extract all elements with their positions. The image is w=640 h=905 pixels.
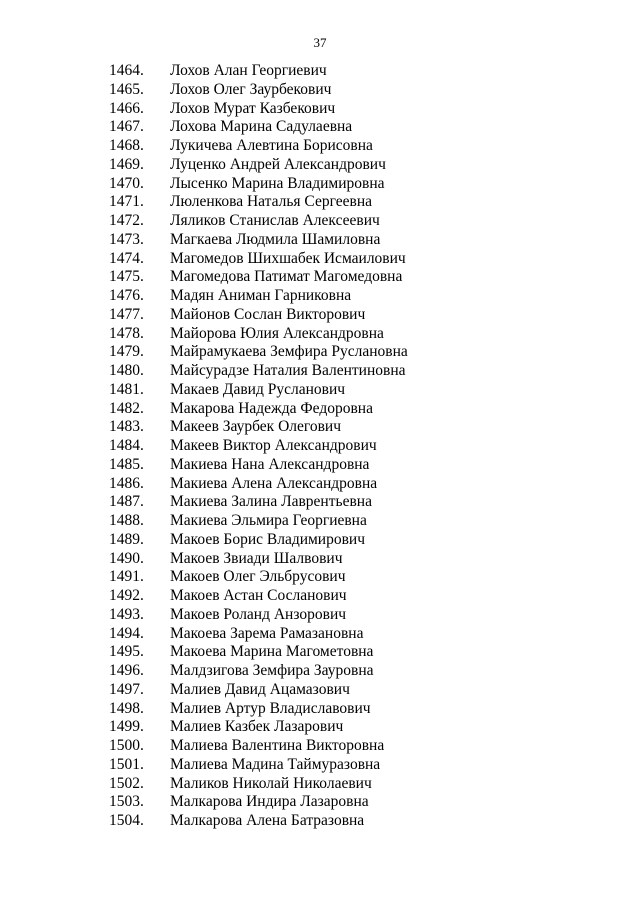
- entry-number: 1491.: [109, 568, 144, 586]
- entry-number: 1486.: [109, 474, 144, 492]
- entry-number: 1480.: [109, 362, 144, 379]
- entry-number: 1468.: [109, 137, 144, 154]
- list-item: [109, 212, 609, 231]
- list-item: [109, 662, 609, 681]
- entry-name: Лысенко Марина Владимировна: [170, 174, 385, 192]
- entry-name: Майорова Юлия Александровна: [170, 324, 384, 342]
- entry-name: Магомедова Патимат Магомедовна: [170, 268, 403, 286]
- entry-name: Макоев Олег Эльбрусович: [170, 568, 346, 586]
- list-item: [109, 793, 609, 812]
- list-item: [109, 700, 609, 719]
- entry-number: 1481.: [109, 380, 144, 398]
- list-item: [109, 606, 609, 625]
- entry-number: 1502.: [109, 774, 144, 792]
- entry-number: 1472.: [109, 212, 144, 229]
- entry-name: Маликов Николай Николаевич: [170, 774, 372, 792]
- entry-number: 1496.: [109, 662, 144, 679]
- list-item: [109, 568, 609, 587]
- entry-number: 1487.: [109, 493, 144, 511]
- entry-number: 1494.: [109, 624, 144, 642]
- entry-name: Макиева Нана Александровна: [170, 455, 370, 473]
- list-item: [109, 137, 609, 156]
- entry-number: 1501.: [109, 755, 144, 773]
- list-item: [109, 587, 609, 606]
- entry-number: 1490.: [109, 549, 144, 567]
- list-item: [109, 268, 609, 287]
- entry-name: Лохов Мурат Казбекович: [170, 99, 336, 117]
- list-item: [109, 625, 609, 644]
- entry-name: Макеев Виктор Александрович: [170, 437, 377, 454]
- entry-name: Малдзигова Земфира Зауровна: [170, 662, 374, 679]
- entry-name: Лохов Олег Заурбекович: [170, 80, 332, 98]
- entry-number: 1500.: [109, 737, 144, 754]
- entry-name: Магкаева Людмила Шамиловна: [170, 230, 381, 248]
- entry-name: Майрамукаева Земфира Руслановна: [170, 343, 408, 361]
- entry-name: Малкарова Алена Батразовна: [170, 812, 365, 829]
- entry-number: 1466.: [109, 99, 144, 117]
- entry-number: 1503.: [109, 793, 144, 811]
- entry-number: 1464.: [109, 62, 144, 79]
- list-item: [109, 118, 609, 137]
- list-item: [109, 475, 609, 494]
- entry-name: Майонов Сослан Викторович: [170, 305, 366, 323]
- list-item: [109, 681, 609, 700]
- entry-number: 1484.: [109, 437, 144, 454]
- entry-name: Макеев Заурбек Олегович: [170, 418, 342, 436]
- entry-name: Малиева Валентина Викторовна: [170, 737, 385, 754]
- entry-name: Макоев Звиади Шалвович: [170, 549, 343, 567]
- list-item: [109, 100, 609, 119]
- list-item: [109, 250, 609, 269]
- entry-number: 1492.: [109, 587, 144, 604]
- list-item: [109, 81, 609, 100]
- entry-name: Макоев Астан Сосланович: [170, 587, 347, 604]
- list-item: [109, 493, 609, 512]
- entry-number: 1465.: [109, 80, 144, 98]
- page-number: 37: [313, 35, 327, 50]
- list-item: [109, 306, 609, 325]
- list-item: [109, 550, 609, 569]
- list-item: [109, 643, 609, 662]
- list-item: [109, 437, 609, 456]
- entry-name: Лохов Алан Георгиевич: [170, 62, 327, 79]
- entry-name: Макоева Марина Магометовна: [170, 643, 374, 661]
- list-item: [109, 718, 609, 737]
- entry-number: 1493.: [109, 605, 144, 623]
- entry-number: 1479.: [109, 343, 144, 361]
- list-item: [109, 62, 609, 81]
- entry-name: Макарова Надежда Федоровна: [170, 399, 373, 417]
- entry-number: 1504.: [109, 812, 144, 829]
- entry-name: Макоев Борис Владимирович: [170, 530, 366, 548]
- entry-name: Магомедов Шихшабек Исмаилович: [170, 249, 406, 267]
- list-item: [109, 531, 609, 550]
- entry-name: Лохова Марина Садулаевна: [170, 118, 353, 136]
- entry-number: 1482.: [109, 399, 144, 417]
- entry-number: 1489.: [109, 530, 144, 548]
- list-item: [109, 400, 609, 419]
- entry-name: Луценко Андрей Александрович: [170, 155, 386, 173]
- entry-name: Мадян Аниман Гарниковна: [170, 287, 352, 304]
- list-item: [109, 343, 609, 362]
- name-list: [109, 62, 609, 831]
- entry-name: Лукичева Алевтина Борисовна: [170, 137, 373, 154]
- entry-number: 1474.: [109, 249, 144, 267]
- entry-name: Люленкова Наталья Сергеевна: [170, 193, 372, 211]
- entry-number: 1469.: [109, 155, 144, 173]
- entry-number: 1471.: [109, 193, 144, 211]
- entry-number: 1477.: [109, 305, 144, 323]
- list-item: [109, 175, 609, 194]
- entry-number: 1499.: [109, 718, 144, 736]
- list-item: [109, 812, 609, 831]
- list-item: [109, 362, 609, 381]
- entry-number: 1485.: [109, 455, 144, 473]
- entry-name: Макиева Эльмира Георгиевна: [170, 512, 367, 529]
- list-item: [109, 156, 609, 175]
- entry-number: 1467.: [109, 118, 144, 136]
- entry-number: 1495.: [109, 643, 144, 661]
- list-item: [109, 418, 609, 437]
- list-item: [109, 775, 609, 794]
- entry-name: Макоев Роланд Анзорович: [170, 605, 347, 623]
- entry-name: Макаев Давид Русланович: [170, 380, 346, 398]
- list-item: [109, 381, 609, 400]
- entry-name: Малиев Давид Ацамазович: [170, 680, 350, 698]
- entry-name: Малкарова Индира Лазаровна: [170, 793, 369, 811]
- entry-name: Макиева Алена Александровна: [170, 474, 378, 492]
- entry-name: Малиев Казбек Лазарович: [170, 718, 344, 736]
- list-item: [109, 287, 609, 306]
- entry-name: Майсурадзе Наталия Валентиновна: [170, 362, 406, 379]
- entry-name: Малиев Артур Владиславович: [170, 699, 371, 717]
- list-item: [109, 512, 609, 531]
- entry-number: 1483.: [109, 418, 144, 436]
- list-item: [109, 756, 609, 775]
- entry-number: 1497.: [109, 680, 144, 698]
- entry-number: 1475.: [109, 268, 144, 286]
- entry-number: 1476.: [109, 287, 144, 304]
- list-item: [109, 193, 609, 212]
- entry-number: 1470.: [109, 174, 144, 192]
- entry-name: Ляликов Станислав Алексеевич: [170, 212, 380, 229]
- list-item: [109, 737, 609, 756]
- entry-name: Малиева Мадина Таймуразовна: [170, 755, 381, 773]
- entry-name: Макиева Залина Лаврентьевна: [170, 493, 372, 511]
- list-item: [109, 325, 609, 344]
- entry-number: 1473.: [109, 230, 144, 248]
- entry-number: 1478.: [109, 324, 144, 342]
- list-item: [109, 231, 609, 250]
- entry-number: 1498.: [109, 699, 144, 717]
- entry-number: 1488.: [109, 512, 144, 529]
- entry-name: Макоева Зарема Рамазановна: [170, 624, 364, 642]
- list-item: [109, 456, 609, 475]
